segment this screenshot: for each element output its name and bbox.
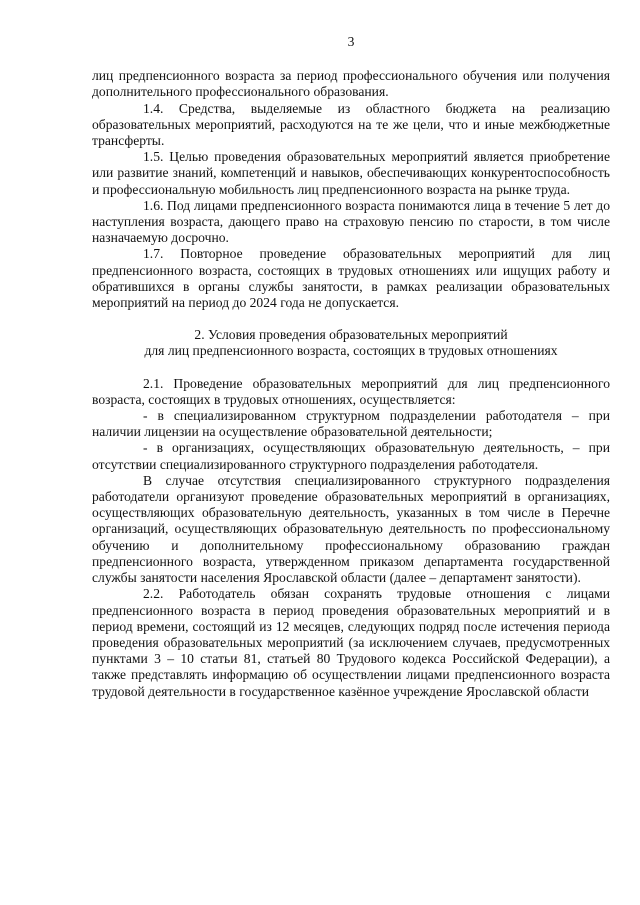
section-heading (92, 327, 610, 359)
paragraph-1-6: 1.6. Под лицами предпенсионного возраста понимаются лица в течение 5 лет до наступления возраста, дающего право на страховую пенсию по старости, в том числе назначаемую досрочно. (92, 197, 610, 246)
paragraph-1-4: 1.4. Средства, выделяемые из областного бюджета на реализацию образовательных мероприятий, расходуются на те же цели, что и иные межбюджетные трансферты. (92, 100, 610, 149)
paragraph-1-5: 1.5. Целью проведения образовательных мероприятий является приобретение или развитие знаний, компетенций и навыков, обеспечивающих конкурентоспособность и профессиональную мобильность лиц предпенсионного возраста на рынке труда. (92, 149, 610, 197)
paragraph-1-7: 1.7. Повторное проведение образовательных мероприятий для лиц предпенсионного возраста, состоящих в трудовых отношениях или ищущих работу и обратившихся в органы службы занятости, в рамках реализации образовательных мероприятий на период до 2024 года не допускается. (92, 246, 610, 311)
section-heading-line-2: для лиц предпенсионного возраста, состоящих в трудовых отношениях (144, 343, 558, 359)
paragraph-absence-case: В случае отсутствия специализированного структурного подразделения работодатели организуют проведение образовательных мероприятий в организациях, осуществляющих образовательную деятельность, указанных в том числе в Перечне организаций, осуществляющих образовательную деятельность по профессиональному обучению и дополнительному профессиональному образованию граждан предпенсионного возраста, утвержденном приказом департамента государственной службы занятости населения Ярославской области (далее – департамент занятости). (92, 472, 610, 586)
list-item-organizations: - в организациях, осуществляющих образовательную деятельность, – при отсутствии специализированного структурного подразделения работодателя. (92, 440, 610, 472)
paragraph-2-2: 2.2. Работодатель обязан сохранять трудовые отношения с лицами предпенсионного возраста в период проведения образовательных мероприятий и в период времени, состоящий из 12 месяцев, следующих подряд после истечения периода проведения образовательных мероприятий (за исключением случаев, предусмотренных пунктами 3 – 10 статьи 81, статьей 80 Трудового кодекса Российской Федерации), а также представлять информацию об осуществлении лицами предпенсионного возраста трудовой деятельности в государственное казённое учреждение Ярославской области (92, 586, 610, 699)
list-item-employer-unit: - в специализированном структурном подразделении работодателя – при наличии лицензии на осуществление образовательной деятельности; (92, 408, 610, 440)
document-page (92, 34, 610, 700)
section-heading-line-1: 2. Условия проведения образовательных мероприятий (194, 327, 508, 343)
paragraph-continuation: лиц предпенсионного возраста за период профессионального обучения или получения дополнительного профессионального образования. (92, 68, 610, 100)
paragraph-2-1: 2.1. Проведение образовательных мероприятий для лиц предпенсионного возраста, состоящих в трудовых отношениях, осуществляется: (92, 375, 610, 407)
page-number: 3 (347, 34, 355, 49)
